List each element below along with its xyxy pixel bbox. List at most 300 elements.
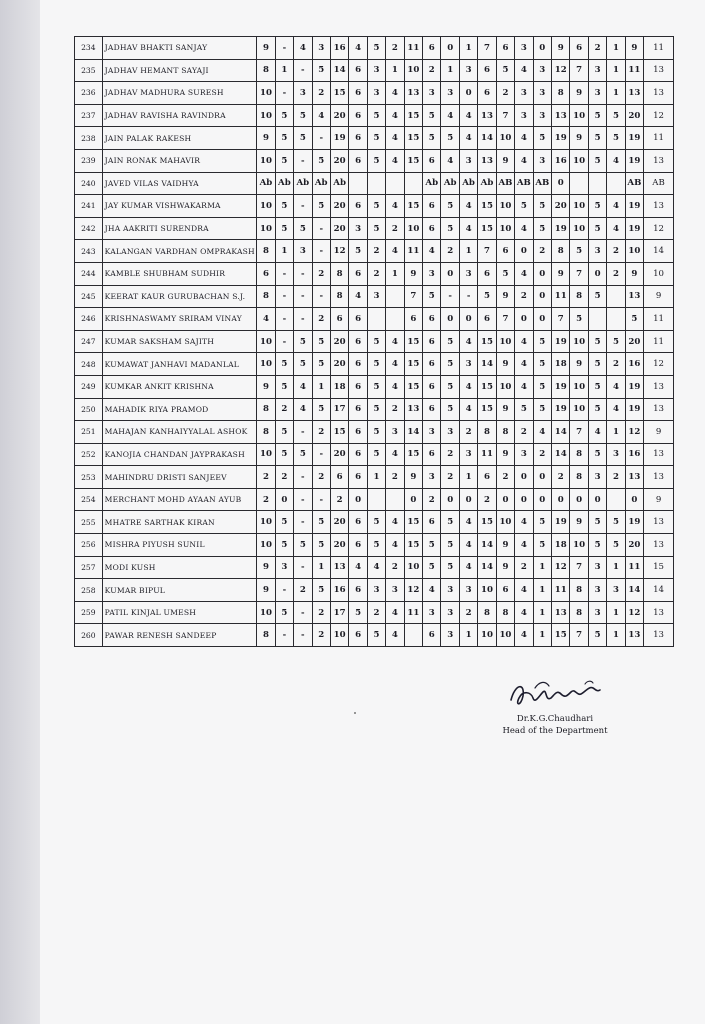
mark-cell: 6 [257, 262, 275, 285]
mark-cell: - [294, 624, 312, 647]
mark-cell: 8 [478, 421, 496, 444]
mark-cell: 10 [257, 353, 275, 376]
mark-cell: 3 [588, 601, 606, 624]
mark-cell: 3 [459, 443, 477, 466]
mark-cell: 19 [625, 398, 643, 421]
mark-cell: - [312, 488, 330, 511]
mark-cell: 5 [588, 624, 606, 647]
mark-cell: 5 [367, 104, 385, 127]
roll-number-cell: 258 [75, 579, 103, 602]
mark-cell: 12 [644, 104, 674, 127]
mark-cell: 8 [570, 466, 588, 489]
mark-cell: - [275, 82, 293, 105]
mark-cell: 5 [275, 217, 293, 240]
mark-cell: 0 [459, 308, 477, 331]
mark-cell: 0 [459, 82, 477, 105]
mark-cell: 19 [552, 217, 570, 240]
mark-cell: 7 [570, 421, 588, 444]
mark-cell: 6 [478, 262, 496, 285]
mark-cell: 1 [275, 59, 293, 82]
mark-cell: 4 [294, 37, 312, 60]
mark-cell: 5 [441, 534, 459, 557]
mark-cell: Ab [330, 172, 348, 195]
mark-cell: 5 [294, 443, 312, 466]
mark-cell: 13 [404, 82, 422, 105]
mark-cell: 6 [349, 353, 367, 376]
mark-cell: 7 [570, 556, 588, 579]
student-name-cell: MAHINDRU DRISTI SANJEEV [102, 466, 257, 489]
roll-number-cell: 242 [75, 217, 103, 240]
mark-cell: 4 [459, 104, 477, 127]
mark-cell: 2 [312, 421, 330, 444]
mark-cell: 5 [275, 149, 293, 172]
mark-cell: 2 [367, 601, 385, 624]
table-row [75, 421, 674, 444]
mark-cell: 3 [588, 579, 606, 602]
mark-cell: 3 [515, 82, 533, 105]
mark-cell: 5 [423, 534, 441, 557]
mark-cell: 3 [423, 466, 441, 489]
mark-cell: 10 [478, 624, 496, 647]
mark-cell: 5 [367, 353, 385, 376]
mark-cell: 15 [478, 217, 496, 240]
mark-cell: 5 [588, 195, 606, 218]
mark-cell: 1 [459, 624, 477, 647]
mark-cell: 3 [312, 37, 330, 60]
mark-cell: 4 [515, 330, 533, 353]
mark-cell: 5 [275, 195, 293, 218]
mark-cell: 5 [441, 511, 459, 534]
mark-cell: 9 [496, 149, 514, 172]
table-row [75, 127, 674, 150]
mark-cell: 10 [644, 262, 674, 285]
signature-block [490, 676, 620, 736]
mark-cell: 2 [367, 262, 385, 285]
mark-cell: 9 [496, 398, 514, 421]
mark-cell: 19 [552, 375, 570, 398]
mark-cell: 1 [607, 624, 625, 647]
mark-cell: 0 [459, 488, 477, 511]
student-name-cell: JADHAV RAVISHA RAVINDRA [102, 104, 257, 127]
mark-cell: - [294, 488, 312, 511]
mark-cell: 0 [515, 488, 533, 511]
mark-cell: 11 [625, 556, 643, 579]
mark-cell: 13 [552, 601, 570, 624]
mark-cell: 6 [478, 466, 496, 489]
mark-cell: 6 [570, 37, 588, 60]
mark-cell: 5 [367, 330, 385, 353]
mark-cell: 8 [570, 579, 588, 602]
mark-cell: - [294, 59, 312, 82]
roll-number-cell: 234 [75, 37, 103, 60]
mark-cell: 5 [478, 285, 496, 308]
roll-number-cell: 241 [75, 195, 103, 218]
mark-cell: 0 [515, 240, 533, 263]
mark-cell: 4 [588, 421, 606, 444]
table-row [75, 149, 674, 172]
student-name-cell: KANOJIA CHANDAN JAYPRAKASH [102, 443, 257, 466]
mark-cell: 5 [349, 601, 367, 624]
mark-cell [588, 308, 606, 331]
mark-cell: 4 [294, 398, 312, 421]
mark-cell: 3 [533, 149, 551, 172]
mark-cell [386, 172, 404, 195]
student-name-cell: KUMAWAT JANHAVI MADANLAL [102, 353, 257, 376]
mark-cell: 6 [478, 308, 496, 331]
roll-number-cell: 256 [75, 534, 103, 557]
mark-cell: 19 [625, 217, 643, 240]
mark-cell: 5 [607, 104, 625, 127]
mark-cell: 19 [625, 195, 643, 218]
mark-cell: 13 [644, 398, 674, 421]
mark-cell: 3 [459, 262, 477, 285]
table-row [75, 262, 674, 285]
mark-cell: 4 [515, 353, 533, 376]
mark-cell: 5 [607, 127, 625, 150]
mark-cell: 11 [404, 240, 422, 263]
mark-cell: 8 [570, 601, 588, 624]
mark-cell: 15 [478, 511, 496, 534]
mark-cell: 8 [496, 601, 514, 624]
student-name-cell: JAIN PALAK RAKESH [102, 127, 257, 150]
mark-cell: 10 [570, 375, 588, 398]
mark-cell: 9 [257, 375, 275, 398]
mark-cell: 8 [257, 59, 275, 82]
mark-cell: 4 [607, 149, 625, 172]
mark-cell [404, 624, 422, 647]
student-name-cell: MAHADIK RIYA PRAMOD [102, 398, 257, 421]
mark-cell: 15 [404, 330, 422, 353]
mark-cell: 4 [515, 59, 533, 82]
mark-cell: 5 [312, 579, 330, 602]
mark-cell: 5 [423, 104, 441, 127]
roll-number-cell: 238 [75, 127, 103, 150]
mark-cell: Ab [294, 172, 312, 195]
mark-cell: 14 [644, 579, 674, 602]
paper-speck [354, 712, 356, 714]
mark-cell: 9 [644, 285, 674, 308]
mark-cell: 5 [367, 149, 385, 172]
table-row [75, 556, 674, 579]
mark-cell: 11 [552, 579, 570, 602]
mark-cell: 11 [552, 285, 570, 308]
mark-cell: 2 [441, 240, 459, 263]
mark-cell: 16 [552, 149, 570, 172]
mark-cell: 5 [441, 375, 459, 398]
table-row [75, 466, 674, 489]
student-name-cell: JHA AAKRITI SURENDRA [102, 217, 257, 240]
mark-cell: 4 [312, 104, 330, 127]
mark-cell: 12 [625, 601, 643, 624]
mark-cell: 20 [625, 330, 643, 353]
mark-cell: 15 [404, 511, 422, 534]
mark-cell: 3 [459, 149, 477, 172]
mark-cell: 4 [386, 624, 404, 647]
mark-cell: 5 [533, 195, 551, 218]
mark-cell: 5 [441, 217, 459, 240]
mark-cell: 2 [312, 308, 330, 331]
signatory-name: Dr.K.G.Chaudhari [516, 714, 594, 724]
mark-cell: 5 [588, 353, 606, 376]
mark-cell: - [294, 262, 312, 285]
table-row [75, 59, 674, 82]
mark-cell: 7 [570, 624, 588, 647]
mark-cell: 9 [644, 421, 674, 444]
table-row [75, 330, 674, 353]
mark-cell: 2 [423, 59, 441, 82]
mark-cell: 3 [294, 240, 312, 263]
mark-cell: 9 [570, 127, 588, 150]
mark-cell: 14 [552, 421, 570, 444]
mark-cell: 4 [386, 104, 404, 127]
mark-cell: 19 [552, 511, 570, 534]
mark-cell: 9 [570, 82, 588, 105]
mark-cell: 7 [404, 285, 422, 308]
mark-cell [588, 172, 606, 195]
mark-cell: 7 [496, 308, 514, 331]
mark-cell: - [294, 511, 312, 534]
roll-number-cell: 259 [75, 601, 103, 624]
mark-cell: 5 [294, 330, 312, 353]
mark-cell: 10 [570, 534, 588, 557]
mark-cell: 8 [552, 82, 570, 105]
mark-cell: 0 [349, 488, 367, 511]
mark-cell: 3 [349, 217, 367, 240]
mark-cell: 5 [441, 398, 459, 421]
mark-cell: 12 [330, 240, 348, 263]
mark-cell: 1 [607, 601, 625, 624]
mark-cell: 19 [625, 127, 643, 150]
mark-cell: 5 [588, 285, 606, 308]
mark-cell: - [275, 262, 293, 285]
mark-cell: 5 [588, 398, 606, 421]
mark-cell: 4 [386, 127, 404, 150]
mark-cell: 3 [423, 262, 441, 285]
mark-cell: 4 [607, 195, 625, 218]
mark-cell: 16 [625, 353, 643, 376]
mark-cell: 15 [552, 624, 570, 647]
mark-cell: 5 [588, 217, 606, 240]
mark-cell: - [275, 624, 293, 647]
mark-cell: 2 [386, 556, 404, 579]
mark-cell: 13 [625, 82, 643, 105]
mark-cell: 3 [459, 59, 477, 82]
mark-cell [607, 285, 625, 308]
mark-cell: 2 [552, 466, 570, 489]
mark-cell: 2 [515, 285, 533, 308]
mark-cell: 10 [496, 624, 514, 647]
mark-cell: 5 [496, 59, 514, 82]
table-row [75, 82, 674, 105]
mark-cell [367, 488, 385, 511]
mark-cell: 19 [625, 375, 643, 398]
mark-cell: 2 [459, 601, 477, 624]
mark-cell: 10 [404, 556, 422, 579]
student-name-cell: KRISHNASWAMY SRIRAM VINAY [102, 308, 257, 331]
mark-cell: 6 [496, 579, 514, 602]
table-row [75, 534, 674, 557]
mark-cell: 4 [515, 579, 533, 602]
mark-cell: 0 [552, 172, 570, 195]
mark-cell: 5 [533, 127, 551, 150]
mark-cell: 13 [625, 624, 643, 647]
mark-cell: 9 [257, 127, 275, 150]
mark-cell: Ab [257, 172, 275, 195]
mark-cell: 10 [257, 195, 275, 218]
roll-number-cell: 236 [75, 82, 103, 105]
mark-cell: 13 [644, 466, 674, 489]
mark-cell: 0 [441, 488, 459, 511]
mark-cell: - [312, 285, 330, 308]
mark-cell: 1 [607, 556, 625, 579]
mark-cell: 5 [312, 353, 330, 376]
mark-cell [607, 172, 625, 195]
mark-cell: 5 [588, 127, 606, 150]
mark-cell: 5 [533, 353, 551, 376]
mark-cell: 5 [588, 443, 606, 466]
mark-cell: - [275, 308, 293, 331]
mark-cell: 9 [570, 353, 588, 376]
mark-cell: 20 [625, 534, 643, 557]
mark-cell [607, 488, 625, 511]
mark-cell: 14 [644, 240, 674, 263]
student-name-cell: JADHAV HEMANT SAYAJI [102, 59, 257, 82]
mark-cell: 10 [570, 104, 588, 127]
roll-number-cell: 246 [75, 308, 103, 331]
mark-cell: 9 [496, 534, 514, 557]
mark-cell: 1 [275, 240, 293, 263]
student-name-cell: MERCHANT MOHD AYAAN AYUB [102, 488, 257, 511]
student-name-cell: KUMAR BIPUL [102, 579, 257, 602]
mark-cell: 10 [257, 330, 275, 353]
mark-cell: 13 [404, 398, 422, 421]
mark-cell: 3 [367, 579, 385, 602]
mark-cell: 4 [459, 375, 477, 398]
mark-cell: 5 [294, 534, 312, 557]
mark-cell: 10 [496, 511, 514, 534]
mark-cell: 3 [386, 421, 404, 444]
mark-cell: 3 [588, 466, 606, 489]
mark-cell: 6 [423, 624, 441, 647]
mark-cell: 10 [496, 217, 514, 240]
mark-cell: 5 [312, 511, 330, 534]
mark-cell: 0 [441, 37, 459, 60]
mark-cell: - [312, 443, 330, 466]
table-row [75, 240, 674, 263]
mark-cell: 5 [533, 330, 551, 353]
mark-cell: 5 [312, 195, 330, 218]
mark-cell: 4 [386, 149, 404, 172]
mark-cell: 0 [533, 285, 551, 308]
mark-cell: 14 [478, 127, 496, 150]
mark-cell: 4 [349, 285, 367, 308]
mark-cell: 2 [607, 353, 625, 376]
mark-cell: 5 [367, 37, 385, 60]
mark-cell: AB [496, 172, 514, 195]
mark-cell: 1 [441, 59, 459, 82]
mark-cell: 5 [367, 443, 385, 466]
mark-cell: 20 [330, 353, 348, 376]
mark-cell: 3 [441, 82, 459, 105]
mark-cell: - [312, 240, 330, 263]
mark-cell: 8 [257, 285, 275, 308]
mark-cell: 6 [349, 579, 367, 602]
mark-cell: 15 [404, 149, 422, 172]
mark-cell: 10 [570, 217, 588, 240]
roll-number-cell: 235 [75, 59, 103, 82]
mark-cell: 5 [367, 421, 385, 444]
mark-cell [386, 308, 404, 331]
roll-number-cell: 243 [75, 240, 103, 263]
mark-cell: 9 [496, 443, 514, 466]
student-name-cell: PAWAR RENESH SANDEEP [102, 624, 257, 647]
mark-cell: 2 [441, 443, 459, 466]
mark-cell: 11 [625, 59, 643, 82]
mark-cell: 5 [588, 375, 606, 398]
mark-cell: AB [515, 172, 533, 195]
student-name-cell: JADHAV BHAKTI SANJAY [102, 37, 257, 60]
table-row [75, 601, 674, 624]
mark-cell: 2 [607, 262, 625, 285]
mark-cell: 19 [552, 398, 570, 421]
mark-cell: 12 [552, 59, 570, 82]
student-name-cell: MAHAJAN KANHAIYYALAL ASHOK [102, 421, 257, 444]
mark-cell: 5 [367, 534, 385, 557]
mark-cell: 9 [257, 579, 275, 602]
mark-cell: 14 [552, 443, 570, 466]
mark-cell: 6 [349, 262, 367, 285]
mark-cell: 5 [312, 59, 330, 82]
table-row [75, 217, 674, 240]
mark-cell: 2 [588, 37, 606, 60]
roll-number-cell: 249 [75, 375, 103, 398]
mark-cell: 15 [404, 534, 422, 557]
mark-cell: 5 [515, 398, 533, 421]
mark-cell: 20 [330, 330, 348, 353]
mark-cell: 11 [644, 37, 674, 60]
mark-cell: 18 [330, 375, 348, 398]
mark-cell: - [294, 421, 312, 444]
mark-cell: 3 [441, 579, 459, 602]
mark-cell: 5 [515, 195, 533, 218]
mark-cell: 10 [404, 217, 422, 240]
roll-number-cell: 254 [75, 488, 103, 511]
mark-cell: 10 [330, 624, 348, 647]
mark-cell: 4 [386, 601, 404, 624]
mark-cell: 17 [330, 398, 348, 421]
mark-cell: 2 [330, 488, 348, 511]
mark-cell: 2 [441, 466, 459, 489]
mark-cell: 6 [423, 443, 441, 466]
mark-cell: 2 [312, 82, 330, 105]
mark-cell: 0 [533, 466, 551, 489]
mark-cell: 10 [404, 59, 422, 82]
mark-cell: 4 [386, 353, 404, 376]
mark-cell: 19 [552, 127, 570, 150]
mark-cell: 5 [275, 375, 293, 398]
mark-cell: 5 [607, 511, 625, 534]
mark-cell: 6 [423, 308, 441, 331]
mark-cell: 0 [533, 488, 551, 511]
mark-cell: - [294, 195, 312, 218]
mark-cell: 4 [349, 556, 367, 579]
mark-cell: - [294, 285, 312, 308]
mark-cell: 4 [459, 556, 477, 579]
mark-cell: 5 [533, 375, 551, 398]
mark-cell: 4 [459, 330, 477, 353]
mark-cell: 12 [644, 353, 674, 376]
mark-cell: 4 [459, 534, 477, 557]
